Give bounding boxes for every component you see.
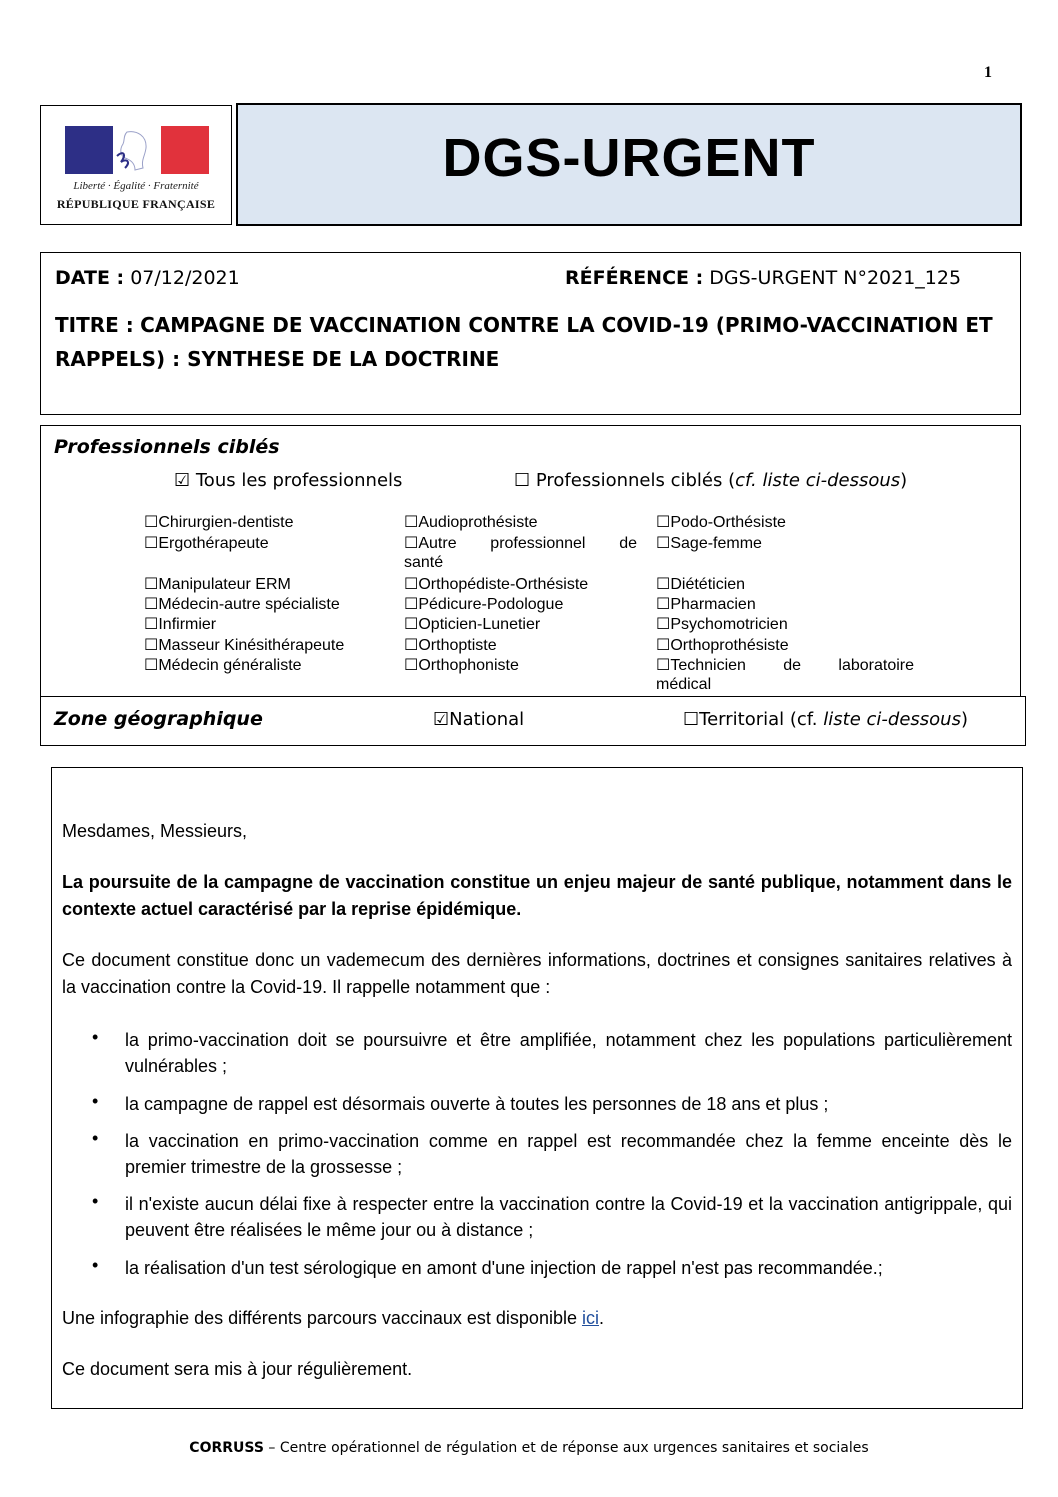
bullet-item: la campagne de rappel est désormais ouverte à toutes les personnes de 18 ans et plus ; [125, 1094, 829, 1114]
bullet-item: la réalisation d'un test sérologique en amont d'une injection de rappel n'est pas recommandée.; [125, 1258, 883, 1278]
profession-medecin-autre-specialiste[interactable]: ☐Médecin-autre spécialiste [144, 594, 340, 613]
unchecked-box-icon: ☐ [683, 709, 700, 730]
bullet-icon: • [92, 1128, 99, 1148]
infographic-paragraph: Une infographie des différents parcours vaccinaux est disponible ici. [62, 1308, 604, 1328]
reference-value: DGS-URGENT N°2021_125 [709, 267, 962, 289]
reference-label: RÉFÉRENCE : [565, 267, 704, 289]
profession-infirmier[interactable]: ☐Infirmier [144, 614, 217, 633]
title-text-1: CAMPAGNE DE VACCINATION CONTRE LA COVID-19 (PRIMO-VACCINATION ET [140, 313, 993, 337]
territorial-label: Territorial (cf. [699, 709, 824, 730]
territorial-italic: liste ci-dessous [823, 709, 961, 730]
profession-opticien-lunetier[interactable]: ☐Opticien-Lunetier [404, 614, 541, 633]
national-option[interactable] [433, 709, 524, 730]
all-professionals-label: Tous les professionnels [195, 470, 403, 491]
targeted-professionals-label: Professionnels ciblés ( [535, 470, 736, 491]
reference-line [565, 267, 961, 289]
document-title-line1 [55, 313, 993, 337]
checked-box-icon: ☑ [433, 709, 450, 730]
profession-manipulateur-erm[interactable]: ☐Manipulateur ERM [144, 574, 291, 593]
all-professionals-option[interactable] [174, 470, 402, 491]
profession-chirurgien-dentiste[interactable]: ☐Chirurgien-dentiste [144, 512, 294, 531]
profession-sage-femme[interactable]: ☐Sage-femme [656, 533, 762, 552]
message-body [51, 767, 1023, 1409]
page-number: 1 [984, 64, 992, 81]
info-box [40, 252, 1021, 415]
bullet-icon: • [92, 1191, 99, 1211]
profession-orthoprothesiste[interactable]: ☐Orthoprothésiste [656, 635, 789, 654]
bold-intro-paragraph: La poursuite de la campagne de vaccination constitue un enjeu majeur de santé publique, notamment dans le contexte actuel caractérisé par la reprise épidémique. [62, 872, 1012, 919]
profession-dieteticien[interactable]: ☐Diététicien [656, 574, 746, 593]
bullet-icon: • [92, 1091, 99, 1111]
logo-motto: Liberté · Égalité · Fraternité [73, 180, 199, 192]
document-title-line2: RAPPELS) : SYNTHESE DE LA DOCTRINE [55, 347, 500, 371]
date-label: DATE : [55, 267, 125, 289]
bullet-item: il n'existe aucun délai fixe à respecter entre la vaccination contre la Covid-19 et la vaccination antigrippale, qui peuvent être réalisées le même jour ou à distance ; [125, 1194, 1012, 1240]
profession-technicien-laboratoire-medical: médical [656, 676, 712, 693]
professionals-heading: Professionnels ciblés [54, 436, 280, 458]
date-value: 07/12/2021 [130, 267, 240, 289]
profession-autre-professionnel-sante: santé [404, 554, 444, 571]
date-line [55, 267, 240, 289]
profession-medecin-generaliste[interactable]: ☐Médecin généraliste [144, 655, 302, 674]
profession-orthoptiste[interactable]: ☐Orthoptiste [404, 635, 497, 654]
marianne-flag-icon [65, 126, 209, 174]
profession-audioprothesiste[interactable]: ☐Audioprothésiste [404, 512, 538, 531]
targeted-professionals-option[interactable]: ☐ Professionnels ciblés (cf. liste ci-dessous) [514, 470, 908, 491]
bullet-icon: • [92, 1255, 99, 1275]
infographic-link[interactable]: ici [581, 1308, 599, 1328]
profession-autre-professionnel[interactable]: ☐Autre professionnel de [404, 533, 637, 552]
territorial-option[interactable]: ☐Territorial (cf. liste ci-dessous) [683, 709, 968, 730]
header-title-box [236, 103, 1022, 226]
title-label: TITRE : [55, 313, 134, 337]
national-label: National [449, 709, 525, 730]
profession-ergotherapeute[interactable]: ☐Ergothérapeute [144, 533, 269, 552]
republique-francaise-logo [40, 105, 232, 225]
targeted-professionals-italic: cf. liste ci-dessous [735, 470, 901, 491]
checked-box-icon: ☑ [174, 470, 191, 491]
profession-orthopediste-orthesiste[interactable]: ☐Orthopédiste-Orthésiste [404, 574, 589, 593]
salutation: Mesdames, Messieurs, [62, 821, 248, 841]
update-note: Ce document sera mis à jour régulièrement. [62, 1359, 413, 1379]
logo-republic: RÉPUBLIQUE FRANÇAISE [56, 197, 216, 211]
profession-technicien-laboratoire[interactable]: ☐Technicien de laboratoire [656, 655, 914, 674]
footer [0, 1440, 1058, 1456]
profession-orthophoniste[interactable]: ☐Orthophoniste [404, 655, 519, 674]
unchecked-box-icon: ☐ [514, 470, 531, 491]
zone-heading: Zone géographique [54, 708, 263, 730]
profession-psychomotricien[interactable]: ☐Psychomotricien [656, 614, 788, 633]
header-title: DGS-URGENT [442, 128, 816, 188]
bullet-item: la vaccination en primo-vaccination comme en rappel est recommandée chez la femme enceinte dès le premier trimestre de la grossesse ; [125, 1131, 1012, 1177]
footer-text: – Centre opérationnel de régulation et de réponse aux urgences sanitaires et sociales [263, 1440, 869, 1456]
profession-pharmacien[interactable]: ☐Pharmacien [656, 594, 756, 613]
profession-pedicure-podologue[interactable]: ☐Pédicure-Podologue [404, 594, 564, 613]
bullet-icon: • [92, 1027, 99, 1047]
geographic-zone-section [40, 696, 1026, 746]
intro-paragraph: Ce document constitue donc un vademecum des dernières informations, doctrines et consignes sanitaires relatives à la vaccination contre la Covid-19. Il rappelle notamment que : [62, 950, 1012, 997]
targeted-professionals-section [40, 425, 1021, 697]
footer-org: CORRUSS [189, 1440, 264, 1456]
profession-masseur-kinesitherapeute[interactable]: ☐Masseur Kinésithérapeute [144, 635, 345, 654]
profession-podo-orthesiste[interactable]: ☐Podo-Orthésiste [656, 512, 786, 531]
bullet-item: la primo-vaccination doit se poursuivre et être amplifiée, notamment chez les populations particulièrement vulnérables ; [125, 1030, 1012, 1076]
